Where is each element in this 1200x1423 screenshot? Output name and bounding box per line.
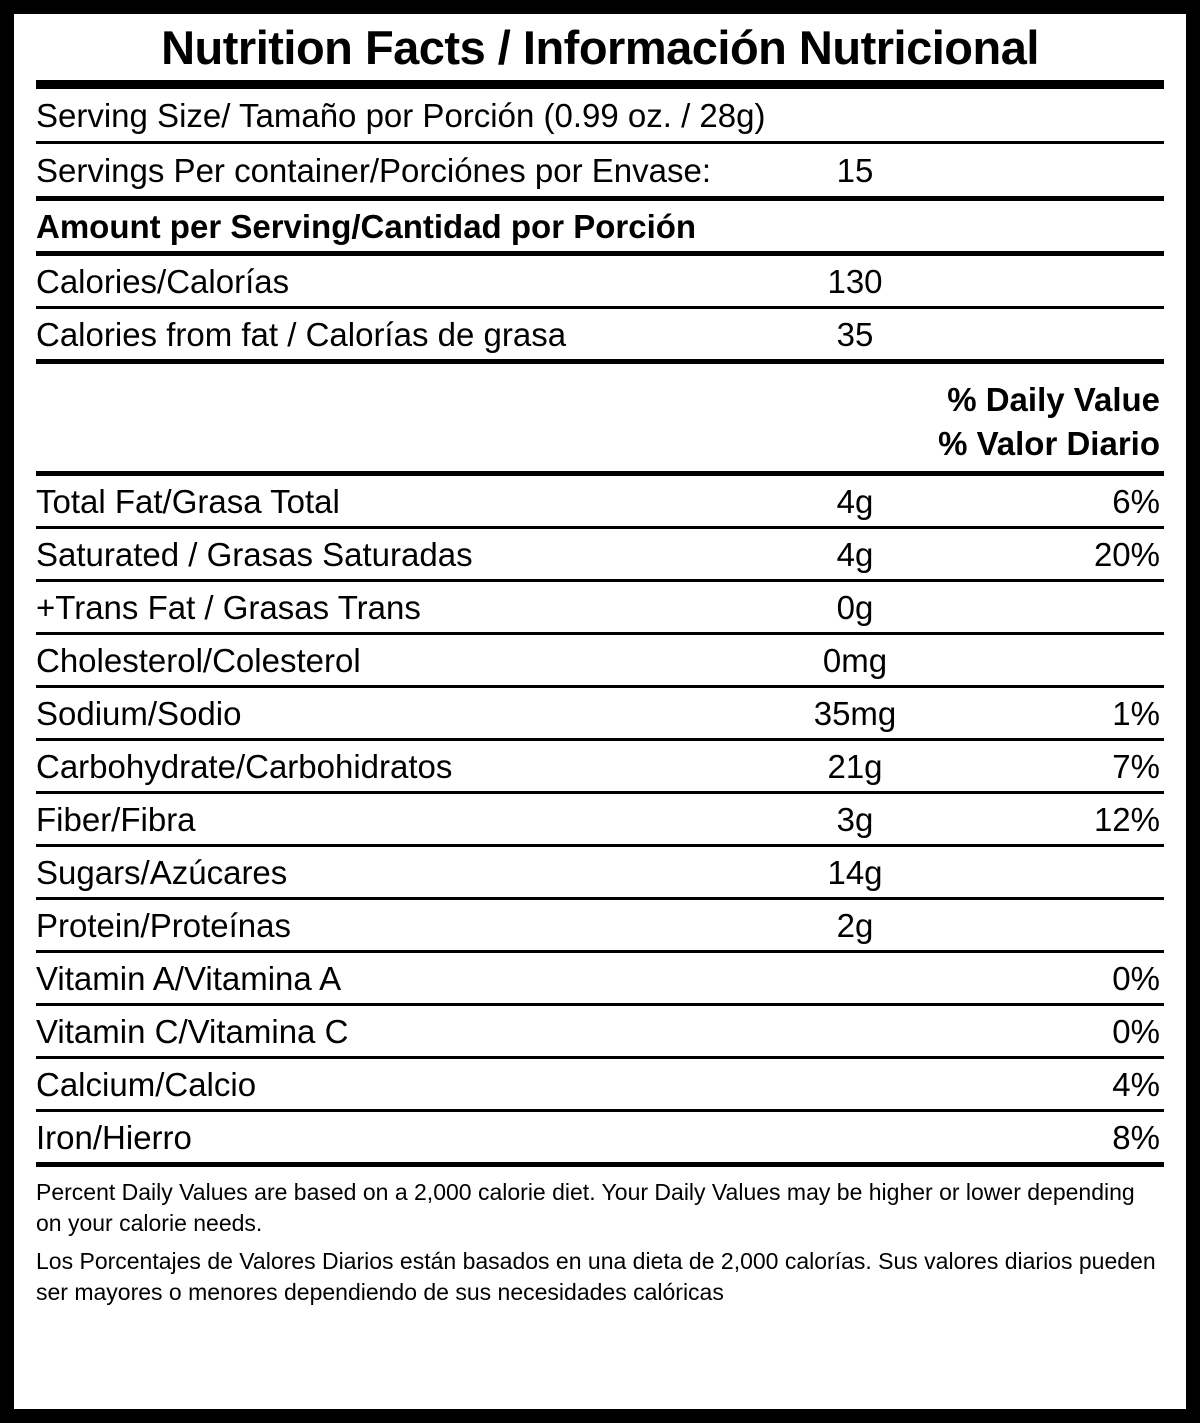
footnote-english: Percent Daily Values are based on a 2,000 calorie diet. Your Daily Values may be higher or lower depending on your calorie needs. [36,1178,1135,1236]
calories-from-fat-value: 35 [836,315,874,353]
nutrient-dv: 6% [1112,482,1160,520]
table-row [36,741,1164,791]
calories-row [36,256,1164,306]
nutrient-label: Vitamin C/Vitamina C [36,1012,349,1050]
nutrient-amount: 0mg [822,641,888,679]
calories-label: Calories/Calorías [36,262,290,300]
nutrient-amount: 0g [836,588,874,626]
nutrient-amount: 35mg [813,694,897,732]
daily-value-header [36,364,1164,471]
nutrient-amount: 2g [836,906,874,944]
nutrient-amount: 4g [836,535,874,573]
servings-per-container-label: Servings Per container/Porciónes por Envase: [36,151,712,189]
table-row [36,953,1164,1003]
servings-per-container-value: 15 [836,151,874,189]
footnote-spanish: Los Porcentajes de Valores Diarios están basados en una dieta de 2,000 calorías. Sus valores diarios pueden ser mayores o menores dependiendo de sus necesidades calóricas [36,1247,1156,1305]
nutrient-label: Protein/Proteínas [36,906,291,944]
nutrient-label: Sugars/Azúcares [36,853,288,891]
table-row [36,529,1164,579]
nutrient-dv: 8% [1112,1118,1160,1156]
nutrient-amount: 4g [836,482,874,520]
divider-under-title [36,80,1164,89]
table-row [36,476,1164,526]
nutrient-label: Calcium/Calcio [36,1065,257,1103]
nutrient-label: Total Fat/Grasa Total [36,482,340,520]
calories-value: 130 [827,262,883,300]
table-row [36,582,1164,632]
nutrient-label: Saturated / Grasas Saturadas [36,535,473,573]
nutrient-label: Vitamin A/Vitamina A [36,959,342,997]
nutrient-dv: 12% [1093,800,1160,838]
page-title: Nutrition Facts / Información Nutricional [161,21,1039,74]
nutrient-amount: 14g [827,853,883,891]
table-row [36,847,1164,897]
footnote-block [36,1167,1164,1308]
nutrient-dv: 7% [1112,747,1160,785]
calories-from-fat-label: Calories from fat / Calorías de grasa [36,315,567,353]
nutrient-amount: 21g [827,747,883,785]
table-row [36,1006,1164,1056]
amount-per-serving-heading-row [36,201,1164,251]
serving-size-label: Serving Size/ Tamaño por Porción (0.99 oz. / 28g) [36,96,766,134]
daily-value-header-en: % Daily Value [947,380,1160,418]
table-row [36,688,1164,738]
nutrient-dv: 20% [1093,535,1160,573]
daily-value-header-es: % Valor Diario [938,425,1160,463]
nutrient-label: Iron/Hierro [36,1118,192,1156]
nutrient-amount: 3g [836,800,874,838]
nutrient-dv: 0% [1112,1012,1160,1050]
nutrient-label: Cholesterol/Colesterol [36,641,361,679]
nutrient-dv: 4% [1112,1065,1160,1103]
table-row [36,635,1164,685]
nutrient-label: Carbohydrate/Carbohidratos [36,747,453,785]
table-row [36,794,1164,844]
table-row [36,1112,1164,1162]
calories-from-fat-row [36,309,1164,359]
nutrient-dv: 1% [1112,694,1160,732]
nutrient-label: Fiber/Fibra [36,800,196,838]
amount-per-serving-heading: Amount per Serving/Cantidad por Porción [36,207,697,245]
nutrient-label: Sodium/Sodio [36,694,242,732]
table-row [36,1059,1164,1109]
servings-per-container-row [36,144,1164,196]
serving-size-row [36,89,1164,141]
nutrient-label: +Trans Fat / Grasas Trans [36,588,421,626]
table-row [36,900,1164,950]
nutrient-dv: 0% [1112,959,1160,997]
